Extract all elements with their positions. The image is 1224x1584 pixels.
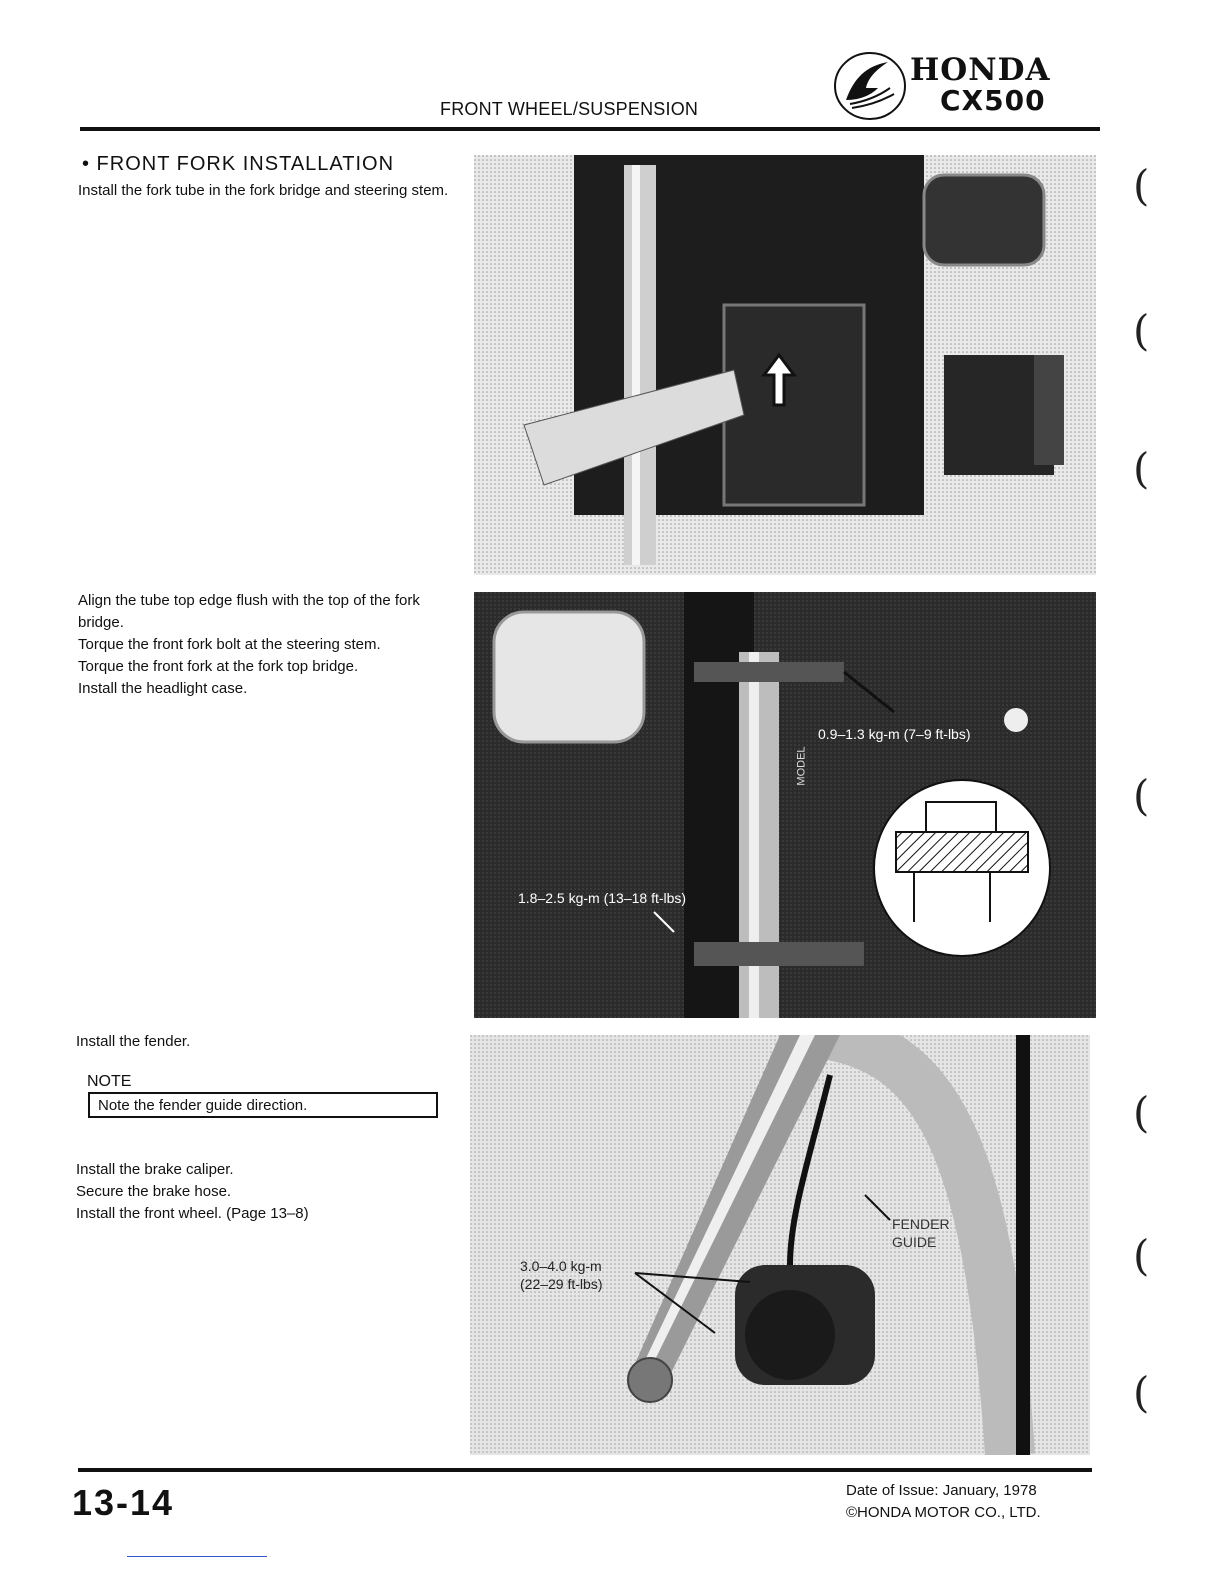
- instruction-line: Torque the front fork at the fork top bridge.: [78, 658, 359, 675]
- torque-label-caliper-line1: 3.0–4.0 kg-m: [520, 1258, 602, 1274]
- step-install-caliper: [76, 1159, 309, 1225]
- header-rule: [80, 127, 1100, 131]
- copyright: ©HONDA MOTOR CO., LTD.: [846, 1504, 1041, 1521]
- fender-guide-label-line2: GUIDE: [892, 1234, 937, 1250]
- instruction-line: Install the front wheel. (Page 13–8): [76, 1205, 309, 1222]
- instruction-line: Torque the front fork bolt at the steering stem.: [78, 636, 381, 653]
- instruction-line: Install the headlight case.: [78, 680, 248, 697]
- brand-name: HONDA: [910, 52, 1051, 88]
- note-box: Note the fender guide direction.: [88, 1092, 438, 1118]
- instruction-line: Install the brake caliper.: [76, 1161, 234, 1178]
- binder-mark: (: [1133, 444, 1150, 493]
- instruction-line: Align the tube top edge flush with the top of the fork bridge.: [78, 592, 420, 631]
- fender-guide-label-line1: FENDER: [892, 1216, 950, 1232]
- photo-fork-bolt-torque: [474, 592, 1096, 1018]
- issue-info: [846, 1480, 1041, 1524]
- step-install-fender: Install the fender.: [76, 1033, 191, 1050]
- photo-fork-tube-installation: [474, 155, 1096, 575]
- fender-guide-label: [892, 1215, 950, 1251]
- binder-mark: (: [1133, 1368, 1150, 1417]
- torque-label-steering-stem: 1.8–2.5 kg-m (13–18 ft-lbs): [518, 890, 687, 906]
- binder-mark: (: [1133, 1088, 1150, 1137]
- photo-fender-caliper: [470, 1035, 1090, 1455]
- step-install-fork-tube: Install the fork tube in the fork bridge and steering stem.: [78, 182, 449, 199]
- torque-label-caliper: [520, 1257, 602, 1293]
- torque-label-top-bridge: 0.9–1.3 kg-m (7–9 ft-lbs): [818, 726, 971, 742]
- note-label: NOTE: [87, 1073, 132, 1090]
- date-of-issue: Date of Issue: January, 1978: [846, 1482, 1037, 1499]
- model-stamp: MODEL: [795, 746, 808, 786]
- step-align-torque: [78, 590, 460, 700]
- binder-mark: (: [1133, 161, 1150, 210]
- page-number: 13-14: [72, 1482, 175, 1523]
- section-title: FRONT WHEEL/SUSPENSION: [440, 99, 699, 119]
- honda-wing-logo-icon: [832, 48, 908, 124]
- binder-mark: (: [1133, 771, 1150, 820]
- torque-label-caliper-line2: (22–29 ft-lbs): [520, 1276, 603, 1292]
- footer-link-underline: [127, 1556, 267, 1557]
- binder-mark: (: [1133, 1231, 1150, 1280]
- binder-mark: (: [1133, 306, 1150, 355]
- footer-rule: [78, 1468, 1092, 1472]
- instruction-line: Secure the brake hose.: [76, 1183, 232, 1200]
- model-name: CX500: [940, 84, 1046, 117]
- section-heading: • FRONT FORK INSTALLATION: [82, 153, 395, 175]
